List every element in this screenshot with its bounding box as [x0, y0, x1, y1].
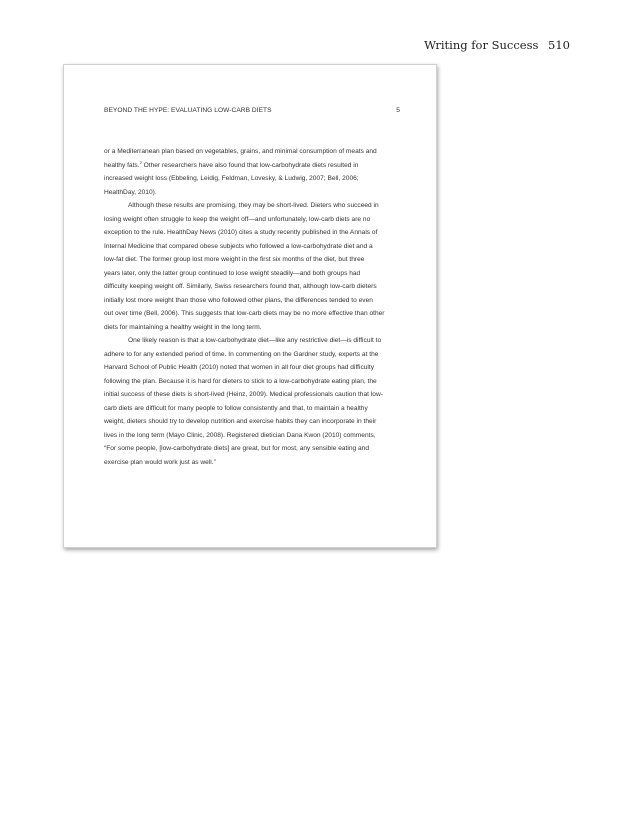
- running-head: [424, 38, 570, 52]
- body-line: out over time (Bell, 2006). This suggests that low-carb diets may be no more effective than other: [104, 310, 385, 317]
- body-line: adhere to for any extended period of time. In commenting on the Gardner study, experts at the: [104, 350, 379, 358]
- body-line: exception to the rule. HealthDay News (2010) cites a study recently published in the Annals of: [104, 229, 378, 236]
- body-line: weight, dieters should try to develop nutrition and exercise habits they can incorporate in their: [104, 418, 377, 425]
- document-header-title: BEYOND THE HYPE: EVALUATING LOW-CARB DIETS: [104, 107, 272, 114]
- body-line: exercise plan would work just as well.”: [104, 458, 216, 466]
- body-line: HealthDay, 2010).: [104, 188, 157, 196]
- body-line: losing weight often struggle to keep the weight off—and unfortunately, low-carb diets are no: [104, 215, 371, 223]
- document-header: [104, 107, 398, 114]
- book-page-number: 510: [548, 38, 570, 52]
- body-line: low-fat diet. The former group lost more weight in the first six months of the diet, but three: [104, 256, 365, 263]
- body-text: Other researchers have also found that low-carbohydrate diets resulted in: [141, 161, 359, 169]
- body-text: healthy fats.: [104, 161, 140, 169]
- book-title: Writing for Success: [424, 38, 539, 52]
- body-line: One likely reason is that a low-carbohydrate diet—like any restrictive diet—is difficult to: [128, 337, 382, 344]
- body-line: Harvard School of Public Health (2010) noted that women in all four diet groups had difficulty: [104, 364, 375, 371]
- body-line: lives in the long term (Mayo Clinic, 2008). Registered dietician Dana Kwon (2010) comments,: [104, 431, 376, 439]
- footnote-marker: 2: [139, 159, 142, 165]
- body-line: “For some people, [low-carbohydrate diets] are great, but for most, any sensible eating and: [104, 445, 369, 452]
- body-line: following the plan. Because it is hard for dieters to stick to a low-carbohydrate eating plan, the: [104, 377, 377, 385]
- body-line: or a Mediterranean plan based on vegetables, grains, and minimal consumption of meats and: [104, 148, 377, 155]
- body-line: years later, only the latter group continued to lose weight steadily—and both groups had: [104, 269, 361, 277]
- body-line: initial success of these diets is short-lived (Heinz, 2009). Medical professionals caution that low-: [104, 391, 383, 398]
- body-line: carb diets are difficult for many people to follow consistently and that, to maintain a healthy: [104, 404, 368, 412]
- body-line: Although these results are promising, they may be short-lived. Dieters who succeed in: [128, 202, 379, 209]
- body-line: Internal Medicine that compared obese subjects who followed a low-carbohydrate diet and a: [104, 242, 373, 250]
- document-page-number: 5: [396, 107, 400, 114]
- body-line: increased weight loss (Ebbeling, Leidig, Feldman, Lovesky, & Ludwig, 2007; Bell, 2006;: [104, 175, 359, 182]
- document-page: [63, 64, 437, 548]
- document-body: [104, 145, 400, 469]
- body-line: difficulty keeping weight off. Similarly, Swiss researchers found that, although low-carb dieters: [104, 283, 377, 290]
- body-line: initially lost more weight than those who followed other plans, the differences tended to even: [104, 296, 373, 304]
- body-line: [104, 159, 400, 173]
- body-line: diets for maintaining a healthy weight in the long term.: [104, 323, 262, 331]
